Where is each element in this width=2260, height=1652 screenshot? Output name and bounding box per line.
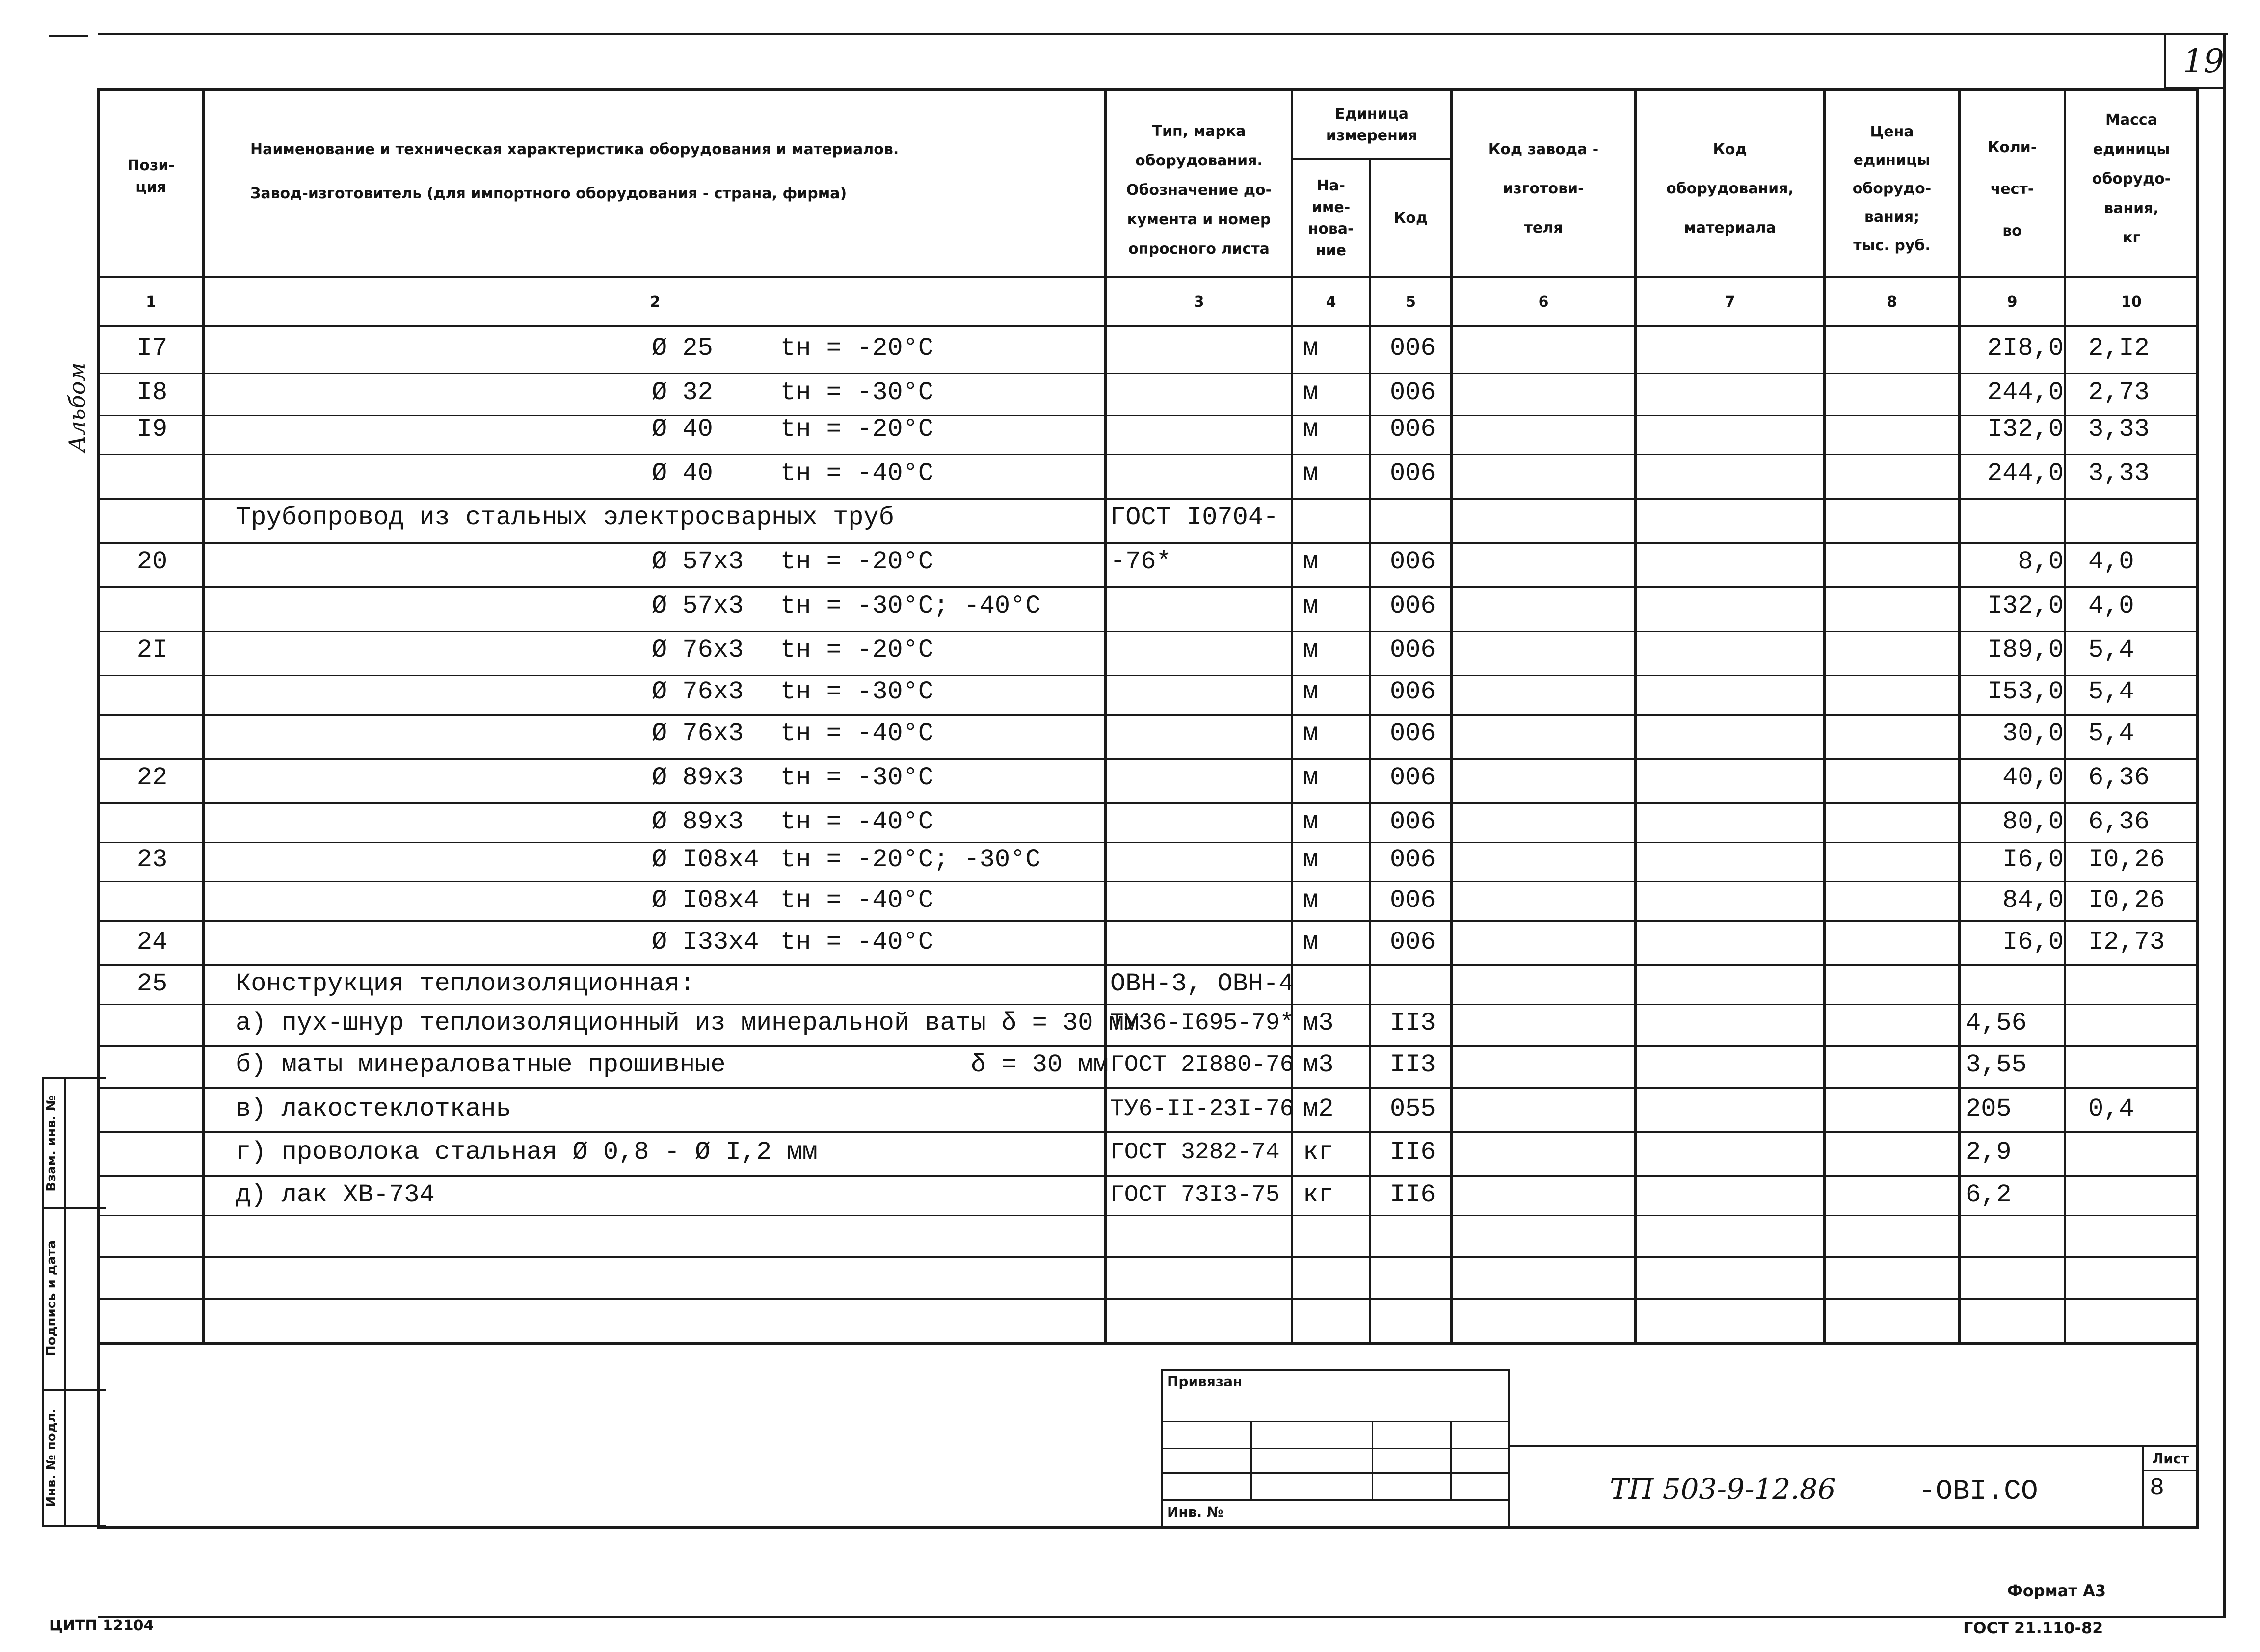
row-name: Конструкция теплоизоляционная: [236,969,695,998]
row-size: Ø 76x3 [652,636,744,665]
col-sep-1 [202,88,205,1343]
row-quantity: 4,56 [1966,1009,2027,1038]
col-sep-9 [2064,88,2066,1343]
row-position: 20 [136,547,168,576]
row-type: ГОСТ 2I880-76 [1110,1052,1294,1078]
row-line [98,714,2199,716]
row-name: а) пух-шнур теплоизоляционный из минеральной ваты δ = 30 мм [236,1009,1140,1038]
row-mass: 4,0 [2088,591,2134,620]
row-code: 006 [1390,677,1436,706]
row-size: Ø 76x3 [652,719,744,748]
row-type: ГОСТ 73I3-75 [1110,1182,1280,1208]
row-code: II3 [1390,1050,1436,1079]
row-line [98,802,2199,804]
hdr-unit-code: Код [1393,210,1428,227]
row-type: ГОСТ I0704- [1110,503,1279,532]
row-size: Ø 32 [652,378,713,407]
row-line [98,758,2199,760]
top-rule-left [49,35,88,37]
row-line [98,415,2199,416]
row-position: 22 [136,763,168,792]
row-mass: 3,33 [2088,459,2150,488]
row-name: б) маты минераловатные прошивные δ = 30 мм [236,1050,1109,1079]
priv-right [1508,1369,1510,1526]
row-quantity: I6,0 [2002,928,2064,957]
hdr-unit-name: На- име- нова- ние [1308,177,1354,259]
table-left [97,88,100,1529]
row-size: Ø 57x3 [652,547,744,576]
row-code: 006 [1390,415,1436,444]
row-quantity: 8,0 [2018,547,2064,576]
row-position: I8 [136,378,168,407]
strip-inner [64,1077,66,1526]
row-line [98,1004,2199,1005]
hdr-plant-code: Код завода - изготови- теля [1488,141,1599,237]
row-code: II6 [1390,1180,1436,1209]
row-mass: 2,73 [2088,378,2150,407]
inv-podl-label: Инв. № подл. [44,1408,59,1507]
row-size: Ø 57x3 [652,591,744,620]
row-code: 006 [1390,378,1436,407]
row-line [98,1215,2199,1216]
hdr-position: Пози- ция [127,157,175,196]
row-size: Ø 76x3 [652,677,744,706]
row-quantity: 3,55 [1966,1050,2027,1079]
colnum-8: 8 [1887,293,1897,311]
col-sep-3 [1291,88,1293,1343]
row-position: I7 [136,334,168,363]
row-mass: 0,4 [2088,1094,2134,1123]
colnum-1: 1 [146,293,156,311]
row-name: г) проволока стальная Ø 0,8 - Ø I,2 мм [236,1138,818,1167]
row-code: II3 [1390,1009,1436,1038]
list-number: 8 [2150,1474,2165,1502]
row-mass: 5,4 [2088,719,2134,748]
colnum-5: 5 [1406,293,1416,311]
list-box-left [2142,1445,2144,1526]
colnum-9: 9 [2007,293,2018,311]
row-size: Ø I08x4 [652,845,759,874]
row-mass: I0,26 [2088,845,2165,874]
priv-row-1 [1161,1421,1509,1422]
row-mass: 6,36 [2088,763,2150,792]
row-unit: м [1303,415,1319,444]
row-temp: tн = -20°C [780,547,934,576]
table-right [2196,88,2199,1529]
row-quantity: 6,2 [1966,1180,2012,1209]
privyazan-label: Привязан [1167,1373,1243,1389]
row-quantity: 2I8,0 [1987,334,2064,363]
row-unit: м [1303,719,1319,748]
row-unit: м [1303,636,1319,665]
row-line [98,631,2199,632]
row-unit: м3 [1303,1009,1334,1038]
col-sep-7 [1823,88,1826,1343]
row-line [98,1131,2199,1133]
row-line [98,920,2199,922]
row-type: -76* [1110,547,1171,576]
row-line [98,1298,2199,1300]
priv-row-2 [1161,1448,1509,1449]
row-unit: м [1303,763,1319,792]
row-code: II6 [1390,1138,1436,1167]
row-line [98,1087,2199,1089]
row-quantity: 205 [1966,1094,2012,1123]
row-mass: I0,26 [2088,886,2165,915]
frame-right [2223,34,2226,1617]
row-temp: tн = -40°C [780,459,934,488]
stamp-top [1509,1445,2199,1447]
row-quantity: 2,9 [1966,1138,2012,1167]
row-quantity: I89,0 [1987,636,2064,665]
row-size: Ø 40 [652,415,713,444]
row-temp: tн = -30°C [780,677,934,706]
row-unit: м [1303,378,1319,407]
row-unit: кг [1303,1138,1334,1167]
row-code: 006 [1390,459,1436,488]
row-mass: 5,4 [2088,677,2134,706]
row-line [98,498,2199,500]
list-label: Лист [2152,1450,2189,1466]
row-code: 006 [1390,334,1436,363]
row-line [98,373,2199,374]
hdr-quantity: Коли- чест- во [1987,138,2037,240]
row-temp: tн = -30°C; -40°C [780,591,1041,620]
priv-col-2 [1372,1421,1373,1499]
hdr-price: Цена единицы оборудо- вания; тыс. руб. [1852,123,1932,254]
col-sep-8 [1958,88,1961,1343]
row-temp: tн = -40°C [780,886,934,915]
doc-code-main: ТП 503-9-12.86 [1610,1472,1836,1506]
row-temp: tн = -30°C [780,378,934,407]
row-quantity: 84,0 [2002,886,2064,915]
strip-outer [42,1077,44,1526]
row-unit: м [1303,591,1319,620]
row-name: д) лак ХВ-734 [236,1180,435,1209]
row-mass: 6,36 [2088,807,2150,836]
colnum-7: 7 [1725,293,1735,311]
colnum-6: 6 [1538,293,1549,311]
row-mass: I2,73 [2088,928,2165,957]
row-temp: tн = -20°C [780,415,934,444]
row-unit: м [1303,807,1319,836]
row-code: 006 [1390,591,1436,620]
colnum-10: 10 [2121,293,2142,311]
row-temp: tн = -40°C [780,807,934,836]
row-code: 006 [1390,886,1436,915]
strip-div-1 [42,1207,106,1209]
sheet-box-left [2164,35,2166,89]
row-quantity: 244,0 [1987,459,2064,488]
footer-format: Формат А3 [2007,1581,2106,1600]
row-size: Ø 25 [652,334,713,363]
row-line [98,586,2199,588]
frame-bottom [98,1616,2226,1618]
row-quantity: 30,0 [2002,719,2064,748]
row-mass: 4,0 [2088,547,2134,576]
table-top [98,88,2199,91]
hdr-unit-group: Единица измерения [1326,106,1418,144]
signature-date-label: Подпись и дата [44,1240,59,1357]
row-type: ТУ6-II-23I-76 [1110,1096,1294,1122]
colnum-4: 4 [1326,293,1336,311]
row-code: 006 [1390,763,1436,792]
row-name: в) лакостеклоткань [236,1094,511,1123]
row-unit: м [1303,547,1319,576]
colnum-2: 2 [650,293,661,311]
colnum-bottom [98,325,2199,327]
row-position: I9 [136,415,168,444]
hdr-equip-code: Код оборудования, материала [1666,141,1794,237]
row-line [98,1175,2199,1177]
priv-col-3 [1450,1421,1452,1499]
row-position: 25 [136,969,168,998]
strip-div-2 [42,1389,106,1391]
hdr-mass: Масса единицы оборудо- вания, кг [2092,111,2171,246]
table-bottom [98,1526,2199,1529]
row-quantity: I32,0 [1987,415,2064,444]
col-sep-6 [1634,88,1637,1343]
row-unit: м2 [1303,1094,1334,1123]
row-type: ТУ36-I695-79* [1110,1010,1294,1037]
vzam-inv-label: Взам. инв. № [44,1095,59,1192]
row-position: 23 [136,845,168,874]
doc-code-suffix: -ОВI.СО [1918,1476,2038,1508]
row-quantity: I6,0 [2002,845,2064,874]
row-quantity: I32,0 [1987,591,2064,620]
row-code: 006 [1390,807,1436,836]
sheet-number: 19 [2183,42,2224,80]
list-box-split [2142,1470,2199,1471]
row-temp: tн = -40°C [780,719,934,748]
row-code: 006 [1390,719,1436,748]
row-size: Ø 40 [652,459,713,488]
col-sep-5 [1450,88,1453,1343]
row-name: Трубопровод из стальных электросварных труб [236,503,894,532]
row-mass: 2,I2 [2088,334,2150,363]
row-line [98,1045,2199,1047]
priv-left [1161,1369,1163,1526]
priv-row-3 [1161,1472,1509,1474]
row-quantity: 80,0 [2002,807,2064,836]
document-code [1610,1472,2038,1508]
row-mass: 3,33 [2088,415,2150,444]
row-unit: м [1303,886,1319,915]
colnum-3: 3 [1194,293,1204,311]
row-temp: tн = -40°C [780,928,934,957]
row-quantity: 244,0 [1987,378,2064,407]
row-temp: tн = -20°C [780,334,934,363]
inv-no-label: Инв. № [1167,1504,1223,1520]
row-type: ГОСТ 3282-74 [1110,1139,1280,1166]
row-unit: м [1303,677,1319,706]
row-code: 006 [1390,845,1436,874]
unit-header-split [1291,158,1453,160]
row-unit: м3 [1303,1050,1334,1079]
row-position: 2I [136,636,168,665]
hdr-type: Тип, марка оборудования. Обозначение до- кумента и номер опросного листа [1126,122,1272,258]
row-line [98,542,2199,544]
row-unit: м [1303,928,1319,957]
row-code: 055 [1390,1094,1436,1123]
row-line [98,454,2199,455]
row-mass: 5,4 [2088,636,2134,665]
row-position: 24 [136,928,168,957]
priv-col-1 [1250,1421,1252,1499]
row-quantity: 40,0 [2002,763,2064,792]
table-body-bottom [98,1342,2199,1345]
row-unit: м [1303,845,1319,874]
footer-gost: ГОСТ 21.110-82 [1963,1619,2103,1637]
priv-row-4 [1161,1499,1509,1501]
row-size: Ø I33x4 [652,928,759,957]
row-code: 006 [1390,547,1436,576]
strip-bottom [42,1525,106,1527]
col-sep-2 [1104,88,1107,1343]
row-unit: м [1303,459,1319,488]
row-temp: tн = -20°C; -30°C [780,845,1041,874]
row-line [98,675,2199,676]
footer-left: ЦИТП 12104 [49,1617,154,1634]
row-unit: кг [1303,1180,1334,1209]
row-line [98,881,2199,882]
album-label: Альбом [64,362,90,453]
row-unit: м [1303,334,1319,363]
row-type: ОВН-3, ОВН-4 [1110,969,1294,998]
row-temp: tн = -30°C [780,763,934,792]
top-rule [98,33,2228,35]
row-size: Ø 89x3 [652,763,744,792]
priv-top [1161,1369,1509,1371]
row-line [98,964,2199,966]
row-size: Ø 89x3 [652,807,744,836]
row-line [98,1256,2199,1258]
header-bottom [98,276,2199,278]
col-sep-4 [1369,160,1371,1343]
hdr-name: Наименование и техническая характеристика оборудования и материалов. Завод-изготовитель (для импортного оборудования - страна, фирма) [250,141,899,202]
row-code: 006 [1390,636,1436,665]
row-temp: tн = -20°C [780,636,934,665]
row-quantity: I53,0 [1987,677,2064,706]
row-line [98,842,2199,843]
row-size: Ø I08x4 [652,886,759,915]
strip-top [42,1077,106,1079]
row-code: 006 [1390,928,1436,957]
